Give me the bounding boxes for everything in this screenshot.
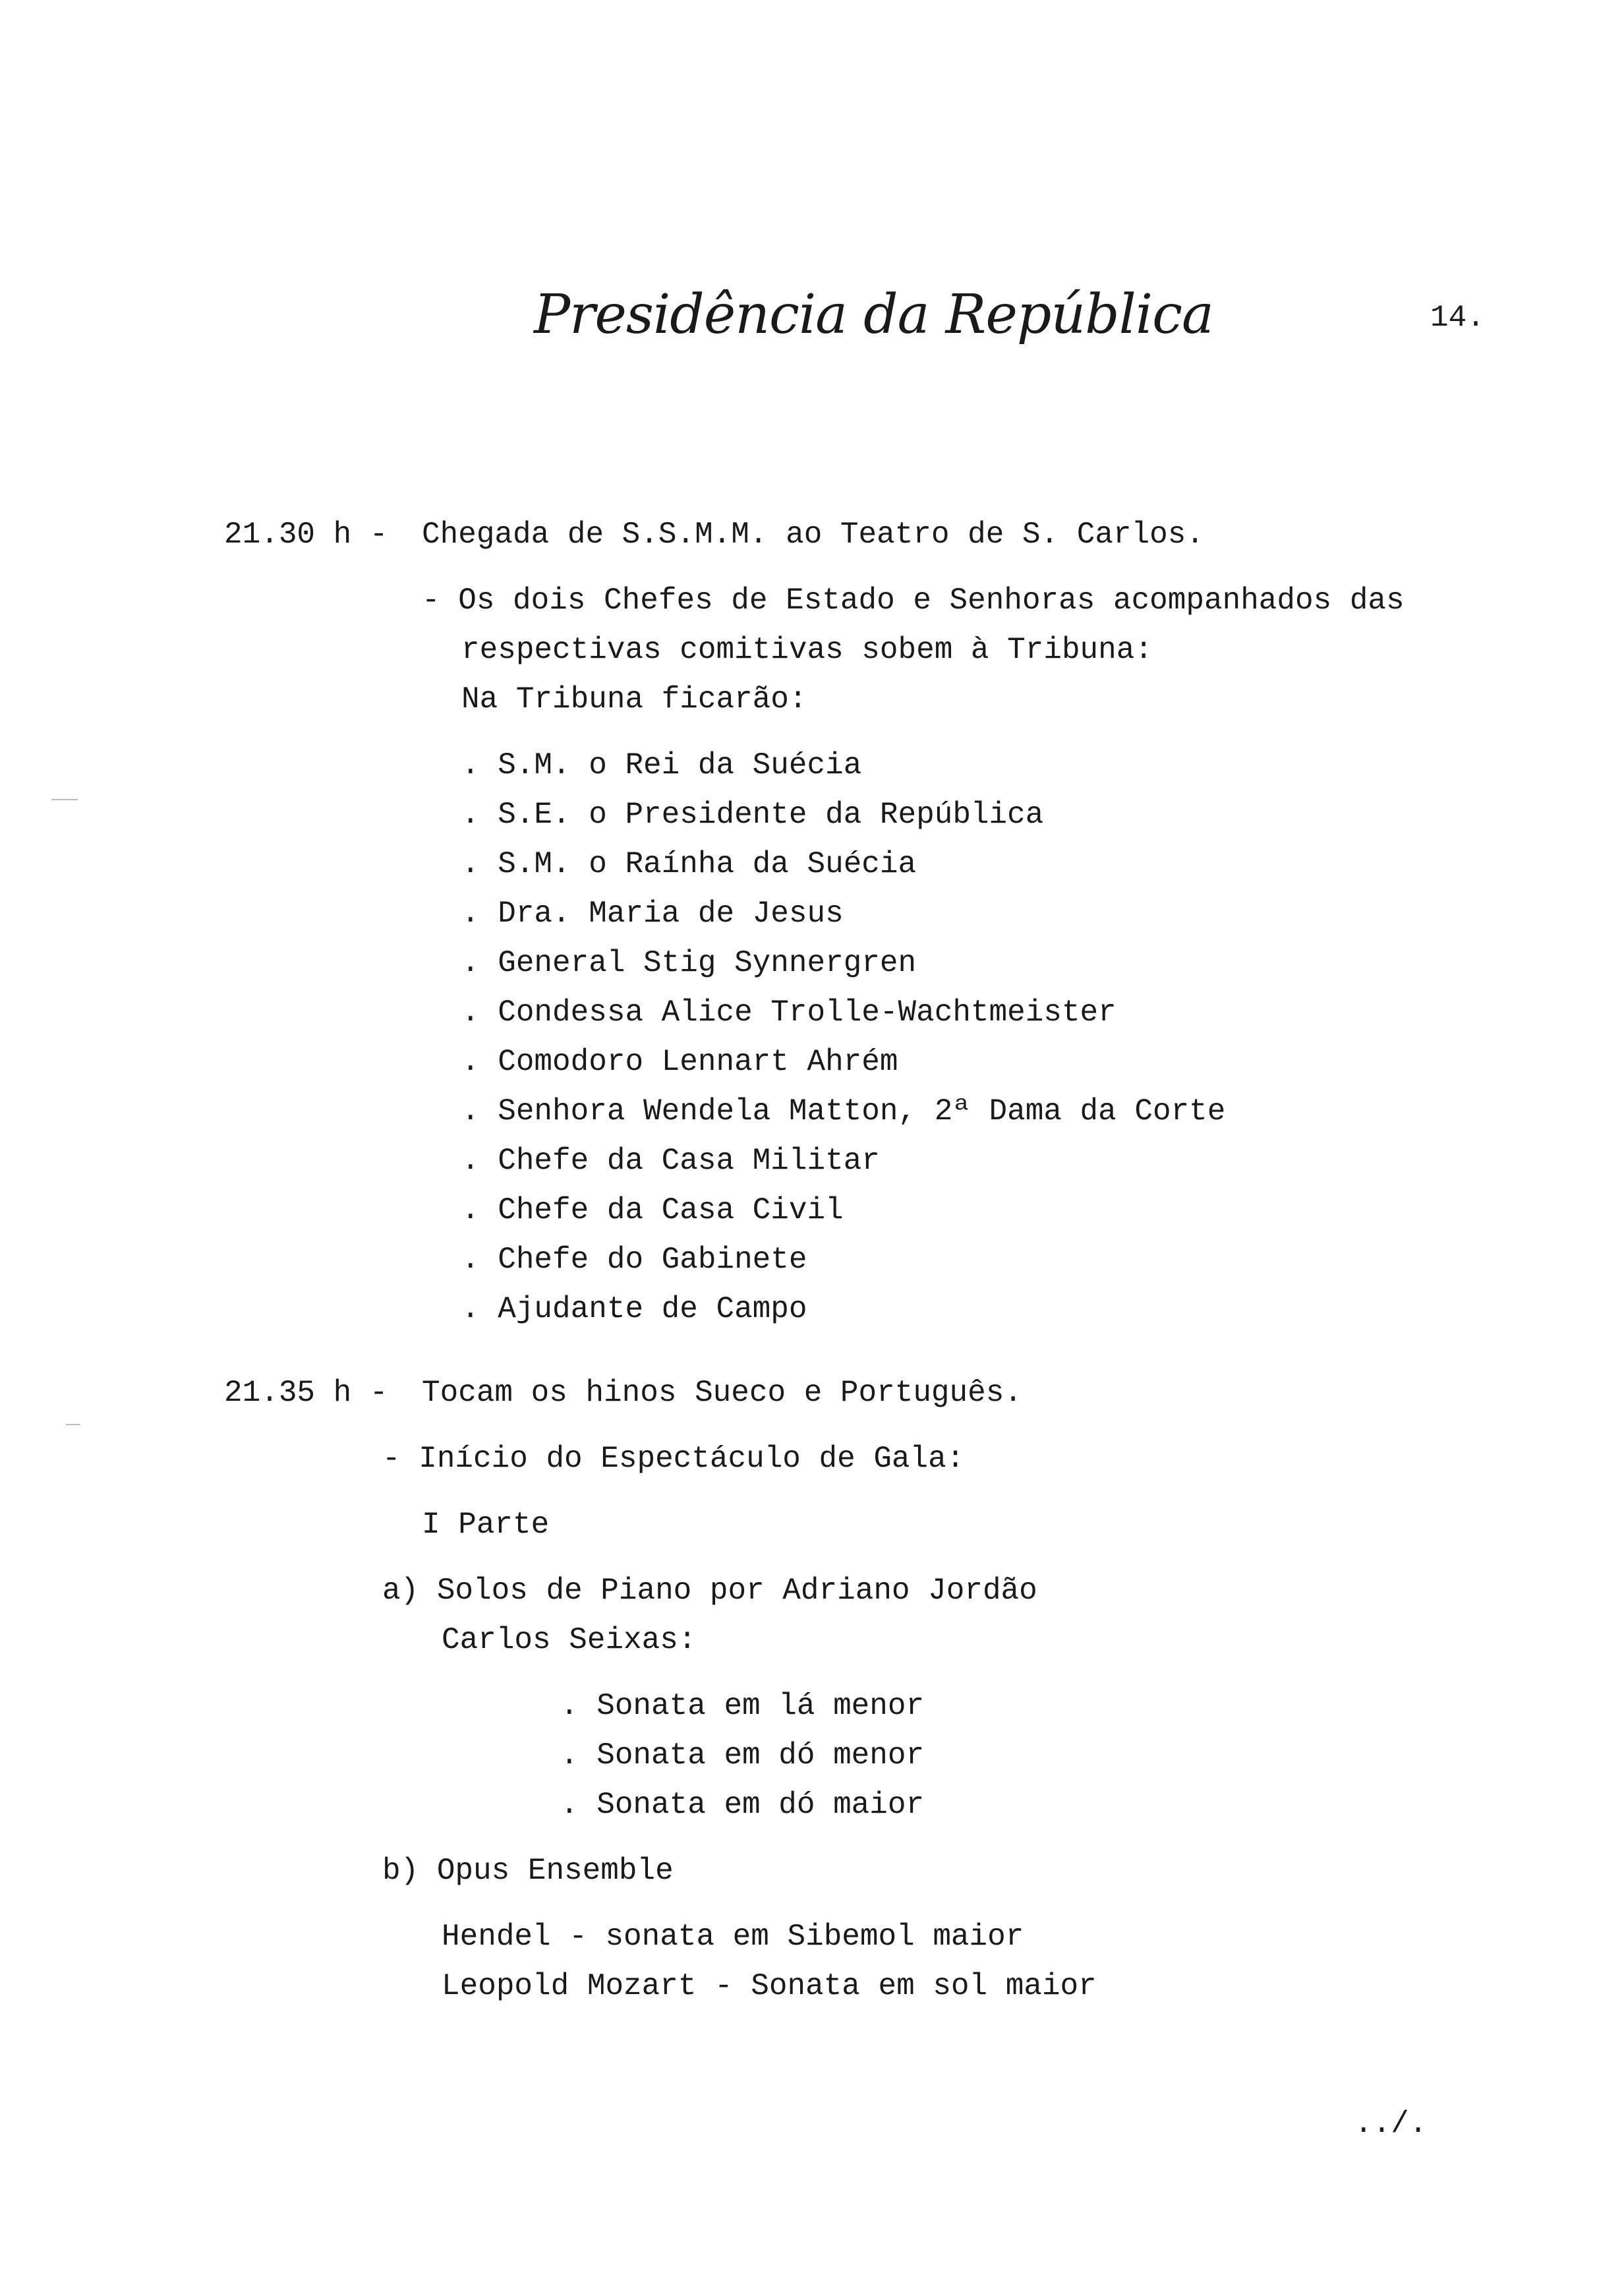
tribuna-list-item: . Chefe da Casa Militar — [461, 1144, 880, 1178]
continuation-mark: ../. — [1354, 2107, 1428, 2141]
scan-mark — [66, 1424, 80, 1425]
time-2135: 21.35 h - — [224, 1376, 388, 1410]
paragraph-line-3: Na Tribuna ficarão: — [461, 682, 807, 717]
tribuna-list-item: . Ajudante de Campo — [461, 1292, 807, 1326]
tribuna-list-item: . General Stig Synnergren — [461, 946, 917, 980]
part-heading: I Parte — [422, 1508, 550, 1542]
tribuna-list-item: . S.M. o Raínha da Suécia — [461, 847, 917, 881]
item-b-heading: b) Opus Ensemble — [382, 1854, 674, 1888]
letterhead: Presidência da República — [534, 283, 1213, 346]
paragraph-line-2: respectivas comitivas sobem à Tribuna: — [461, 633, 1153, 667]
tribuna-list-item: . Comodoro Lennart Ahrém — [461, 1045, 898, 1079]
tribuna-list-item: . S.E. o Presidente da República — [461, 798, 1044, 832]
sonata-item: . Sonata em dó menor — [560, 1738, 925, 1773]
item-a-heading: a) Solos de Piano por Adriano Jordão — [382, 1573, 1037, 1608]
paragraph-line-1: - Os dois Chefes de Estado e Senhoras acompanhados das — [422, 583, 1405, 618]
tribuna-list-item: . Chefe do Gabinete — [461, 1243, 807, 1277]
arrival-line: Chegada de S.S.M.M. ao Teatro de S. Carlos. — [422, 517, 1204, 552]
composer-line: Carlos Seixas: — [442, 1623, 697, 1657]
scan-mark — [51, 799, 78, 800]
gala-start-line: - Início do Espectáculo de Gala: — [382, 1442, 965, 1476]
tribuna-list-item: . Senhora Wendela Matton, 2ª Dama da Corte — [461, 1094, 1226, 1129]
time-2130: 21.30 h - — [224, 517, 388, 552]
tribuna-list-item: . Chefe da Casa Civil — [461, 1193, 844, 1227]
piece-line: Leopold Mozart - Sonata em sol maior — [442, 1969, 1097, 2003]
tribuna-list-item: . Dra. Maria de Jesus — [461, 897, 844, 931]
tribuna-list-item: . S.M. o Rei da Suécia — [461, 748, 862, 782]
sonata-item: . Sonata em dó maior — [560, 1788, 925, 1822]
hymns-line: Tocam os hinos Sueco e Português. — [422, 1376, 1022, 1410]
sonata-item: . Sonata em lá menor — [560, 1689, 925, 1723]
piece-line: Hendel - sonata em Sibemol maior — [442, 1920, 1024, 1954]
page-number: 14. — [1430, 301, 1485, 335]
tribuna-list-item: . Condessa Alice Trolle-Wachtmeister — [461, 995, 1116, 1030]
